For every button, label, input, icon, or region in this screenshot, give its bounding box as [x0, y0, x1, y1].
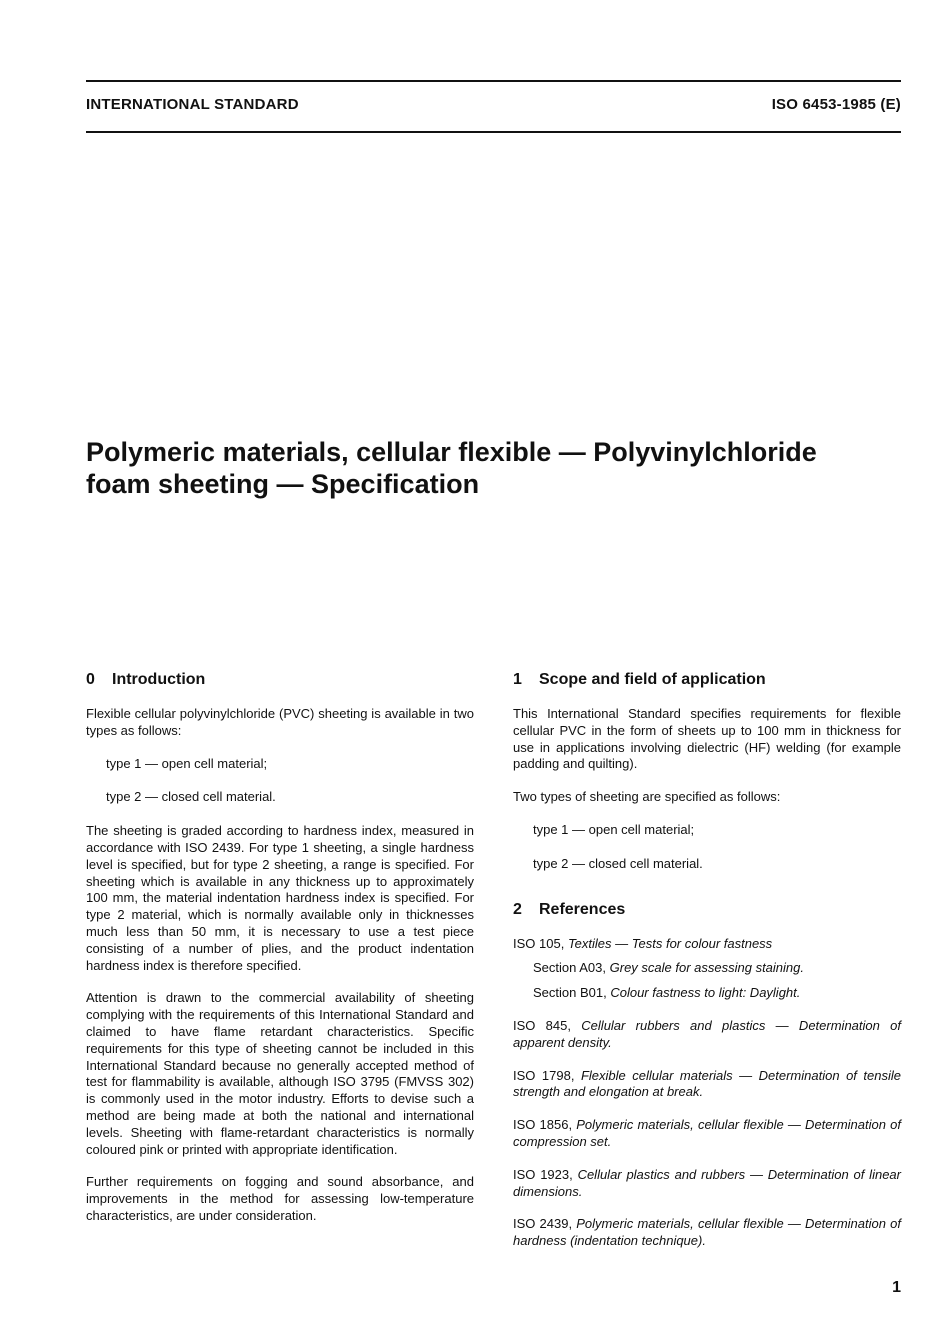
reference-item	[513, 1167, 901, 1201]
section-number: 1	[513, 671, 522, 688]
scope-paragraph-1: This International Standard specifies requirements for flexible cellular PVC in the form of sheets up to 100 mm in thickness for use in applications involving dielectric (HF) welding (for example padding and quilting).	[513, 706, 901, 772]
scope-paragraph-2: Two types of sheeting are specified as follows:	[513, 789, 781, 805]
reference-subsection	[533, 985, 901, 1002]
reference-title: Polymeric materials, cellular flexible — Determination of hardness (indentation technique).	[513, 1216, 901, 1249]
reference-code: ISO 105,	[513, 935, 565, 951]
title-line-1: Polymeric materials, cellular flexible — Polyvinylchloride	[86, 437, 817, 467]
intro-paragraph-1: Flexible cellular polyvinylchloride (PVC) sheeting is available in two types as follows:	[86, 706, 474, 738]
section-title: Introduction	[112, 671, 206, 688]
reference-title: Colour fastness to light: Daylight.	[610, 985, 801, 1001]
scope-heading	[513, 671, 901, 689]
intro-type-1: type 1 — open cell material;	[106, 755, 268, 771]
header-doc-type: INTERNATIONAL STANDARD	[86, 96, 299, 113]
header-top-rule	[86, 80, 901, 82]
page-number: 1	[892, 1279, 901, 1296]
references-heading	[513, 901, 901, 919]
right-column	[513, 671, 901, 1266]
introduction-heading	[86, 671, 474, 689]
reference-code: Section B01,	[533, 985, 607, 1001]
section-title: References	[539, 900, 626, 918]
reference-code: ISO 1798,	[513, 1067, 575, 1083]
header-bottom-rule	[86, 131, 901, 133]
reference-title: Textiles — Tests for colour fastness	[567, 935, 773, 951]
scope-type-2: type 2 — closed cell material.	[533, 855, 703, 871]
reference-code: ISO 1923,	[513, 1166, 573, 1182]
reference-title: Cellular plastics and rubbers — Determination of linear dimensions.	[513, 1166, 901, 1199]
reference-code: ISO 845,	[513, 1017, 571, 1033]
reference-item	[513, 936, 901, 953]
reference-title: Cellular rubbers and plastics — Determination of apparent density.	[513, 1017, 901, 1050]
intro-paragraph-3: Attention is drawn to the commercial availability of sheeting complying with the requirements of this International Standard and claimed to have flame retardant characteristics. Specific requirements for this type of sheeting cannot be included in this International Standard because no generally accepted method of test for flammability is available, although ISO 3795 (FMVSS 302) is commonly used in the motor industry. Efforts to devise such a method are being made at both the national and international levels. Sheeting with flame-retardant characteristics is normally coloured pink or printed with appropriate identification.	[86, 990, 474, 1157]
title-line-2: foam sheeting — Specification	[86, 469, 480, 499]
reference-code: ISO 2439,	[513, 1216, 573, 1232]
reference-title: Grey scale for assessing staining.	[609, 960, 804, 976]
reference-item	[513, 1068, 901, 1102]
page-title	[86, 436, 906, 500]
reference-title: Polymeric materials, cellular flexible — Determination of compression set.	[513, 1117, 901, 1149]
reference-subsection	[533, 960, 901, 977]
reference-code: ISO 1856,	[513, 1117, 573, 1133]
header-standard-number: ISO 6453-1985 (E)	[771, 96, 901, 113]
intro-paragraph-2: The sheeting is graded according to hardness index, measured in accordance with ISO 2439. For type 1 sheeting, a single hardness level is specified, but for type 2 sheeting, a range is specified. For sheeting which is available in any thickness up to approximately 100 mm, the material indentation hardness index is specified. For type 2 material, which is normally available only in thicknesses much less than 50 mm, it is necessary to use a test piece consisting of a number of plies, and the product indentation hardness index is therefore specified.	[86, 823, 474, 973]
reference-item	[513, 1018, 901, 1052]
reference-title: Flexible cellular materials — Determination of tensile strength and elongation at break.	[513, 1067, 901, 1100]
scope-type-1: type 1 — open cell material;	[533, 821, 695, 837]
section-number: 2	[513, 900, 522, 918]
intro-type-2: type 2 — closed cell material.	[106, 789, 276, 805]
reference-item	[513, 1117, 901, 1151]
section-number: 0	[86, 671, 95, 688]
left-column	[86, 671, 474, 1241]
reference-item	[513, 1216, 901, 1250]
section-title: Scope and field of application	[539, 671, 766, 688]
intro-paragraph-4: Further requirements on fogging and sound absorbance, and improvements in the method for assessing low-temperature characteristics, are under consideration.	[86, 1174, 474, 1223]
reference-code: Section A03,	[533, 960, 606, 976]
